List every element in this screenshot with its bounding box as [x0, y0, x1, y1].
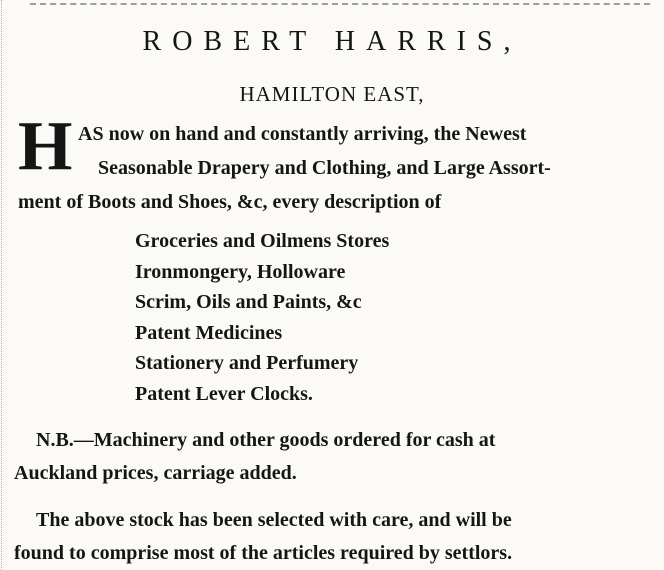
stock-paragraph — [14, 504, 659, 570]
paragraph-line: Auckland prices, carriage added. — [14, 462, 297, 484]
paragraph-line: N.B.—Machinery and other goods ordered for cash at — [36, 429, 496, 451]
goods-item: Scrim, Oils and Paints, &c — [135, 291, 362, 313]
goods-item: Stationery and Perfumery — [135, 352, 359, 374]
lead-line: ment of Boots and Shoes, &c, every description of — [18, 191, 442, 213]
lead-paragraph — [18, 108, 658, 219]
lead-line: Seasonable Drapery and Clothing, and Large Assort- — [98, 157, 551, 179]
merchant-name: ROBERT HARRIS, — [142, 26, 522, 57]
goods-item: Patent Medicines — [135, 321, 283, 344]
drop-cap: H — [18, 108, 73, 185]
nota-bene-paragraph — [14, 424, 654, 490]
top-rule — [30, 3, 650, 5]
lead-line: AS now on hand and constantly arriving, the Newest — [78, 123, 527, 145]
goods-item: Ironmongery, Holloware — [135, 260, 346, 283]
merchant-location: HAMILTON EAST, — [239, 82, 425, 106]
goods-item: Groceries and Oilmens Stores — [135, 230, 390, 252]
paragraph-line: found to comprise most of the articles required by settlors. — [14, 542, 513, 564]
goods-list — [135, 226, 555, 409]
goods-item: Patent Lever Clocks. — [135, 382, 313, 405]
paragraph-line: The above stock has been selected with care, and will be — [36, 509, 512, 531]
